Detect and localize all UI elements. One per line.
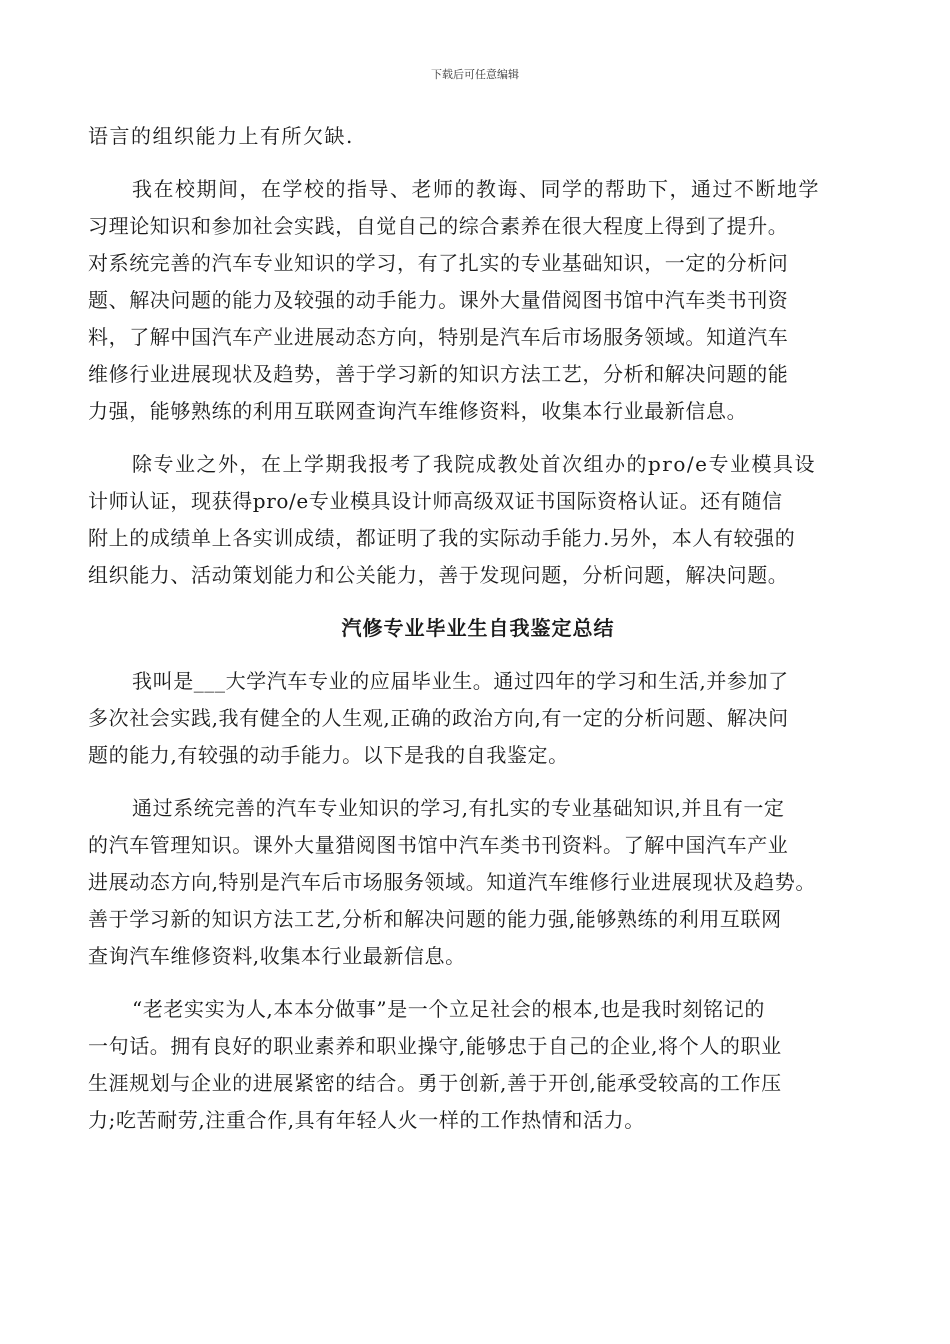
text-line: 我在校期间，在学校的指导、老师的教诲、同学的帮助下，通过不断地学 <box>132 177 820 201</box>
text-line: 习理论知识和参加社会实践，自觉自己的综合素养在很大程度上得到了提升。 <box>88 214 789 238</box>
text-line: 题、解决问题的能力及较强的动手能力。课外大量借阅图书馆中汽车类书刊资 <box>88 288 789 312</box>
text-line: 我叫是___大学汽车专业的应届毕业生。通过四年的学习和生活,并参加了 <box>132 669 789 693</box>
text-line: 的汽车管理知识。课外大量猎阅图书馆中汽车类书刊资料。了解中国汽车产业 <box>88 833 789 857</box>
section-title: 汽修专业毕业生自我鉴定总结 <box>341 616 615 640</box>
text-line: 通过系统完善的汽车专业知识的学习,有扎实的专业基础知识,并且有一定 <box>132 796 785 820</box>
text-line: “老老实实为人,本本分做事”是一个立足社会的根本,也是我时刻铭记的 <box>132 997 765 1021</box>
text-line: 料，了解中国汽车产业进展动态方向，特别是汽车后市场服务领域。知道汽车 <box>88 325 789 349</box>
text-line: 维修行业进展现状及趋势，善于学习新的知识方法工艺，分析和解决问题的能 <box>88 362 789 386</box>
text-line: 善于学习新的知识方法工艺,分析和解决问题的能力强,能够熟练的利用互联网 <box>88 907 782 931</box>
text-line: 计师认证，现获得pro/e专业模具设计师高级双证书国际资格认证。还有随信 <box>88 489 783 513</box>
paragraph-certification <box>88 446 868 594</box>
text-line: 生涯规划与企业的进展紧密的结合。勇于创新,善于开创,能承受较高的工作压 <box>88 1071 782 1095</box>
text-line: 对系统完善的汽车专业知识的学习，有了扎实的专业基础知识，一定的分析问 <box>88 251 789 275</box>
page-header: 下载后可任意编辑 <box>431 68 519 81</box>
text-line: 除专业之外，在上学期我报考了我院成教处首次组办的pro/e专业模具设 <box>132 452 816 476</box>
text-line: 一句话。拥有良好的职业素养和职业操守,能够忠于自己的企业,将个人的职业 <box>88 1034 782 1058</box>
paragraph-motto <box>88 991 868 1139</box>
text-line: 题的能力,有较强的动手能力。以下是我的自我鉴定。 <box>88 743 569 767</box>
text-line: 组织能力、活动策划能力和公关能力，善于发现问题，分析问题，解决问题。 <box>88 563 789 587</box>
paragraph-introduction <box>88 663 868 774</box>
text-line: 语言的组织能力上有所欠缺. <box>88 124 354 148</box>
document-body <box>88 118 868 1155</box>
text-line: 力强，能够熟练的利用互联网查询汽车维修资料，收集本行业最新信息。 <box>88 399 748 423</box>
paragraph-continuation <box>88 118 868 155</box>
paragraph-knowledge <box>88 790 868 975</box>
paragraph-school-experience <box>88 171 868 430</box>
text-line: 力;吃苦耐劳,注重合作,具有年轻人火一样的工作热情和活力。 <box>88 1108 645 1132</box>
text-line: 查询汽车维修资料,收集本行业最新信息。 <box>88 944 466 968</box>
text-line: 进展动态方向,特别是汽车后市场服务领域。知道汽车维修行业进展现状及趋势。 <box>88 870 816 894</box>
text-line: 多次社会实践,我有健全的人生观,正确的政治方向,有一定的分析问题、解决问 <box>88 706 789 730</box>
text-line: 附上的成绩单上各实训成绩，都证明了我的实际动手能力.另外，本人有较强的 <box>88 526 796 550</box>
